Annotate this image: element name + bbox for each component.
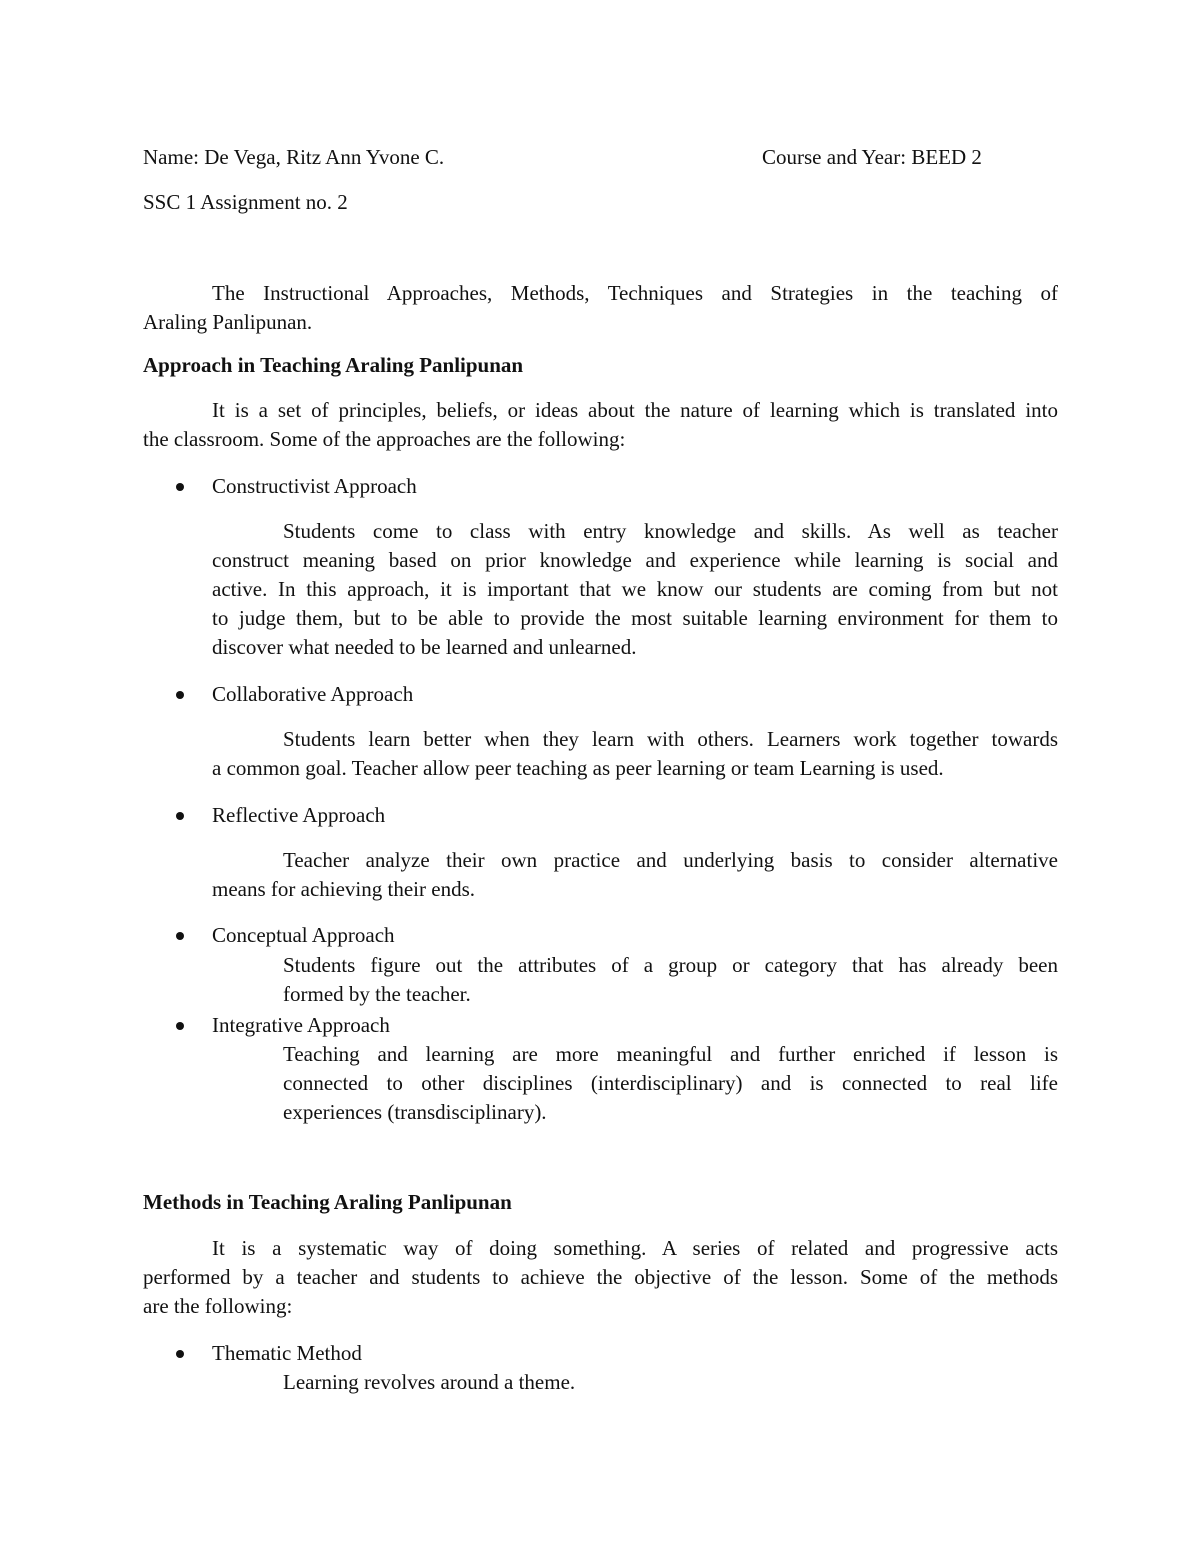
approaches-heading: Approach in Teaching Araling Panlipunan [143, 353, 524, 377]
bullet-icon [176, 691, 184, 699]
intro-line-1: The Instructional Approaches, Methods, Techniques and Strategies in the teaching of [212, 281, 1058, 305]
constructivist-line-2: construct meaning based on prior knowledge and experience while learning is social and [212, 548, 1058, 572]
bullet-icon [176, 483, 184, 491]
methods-intro-line-2: performed by a teacher and students to achieve the objective of the lesson. Some of the methods [143, 1265, 1058, 1289]
constructivist-line-1: Students come to class with entry knowledge and skills. As well as teacher [283, 519, 1058, 543]
methods-intro-line-1: It is a systematic way of doing something. A series of related and progressive acts [212, 1236, 1058, 1260]
methods-intro-line-3: are the following: [143, 1294, 293, 1318]
thematic-line-1: Learning revolves around a theme. [283, 1370, 576, 1394]
bullet-icon [176, 932, 184, 940]
methods-heading: Methods in Teaching Araling Panlipunan [143, 1190, 512, 1214]
approach-title-collaborative: Collaborative Approach [212, 682, 414, 706]
conceptual-line-1: Students figure out the attributes of a group or category that has already been [283, 953, 1058, 977]
reflective-line-1: Teacher analyze their own practice and underlying basis to consider alternative [283, 848, 1058, 872]
integrative-line-2: connected to other disciplines (interdisciplinary) and is connected to real life [283, 1071, 1058, 1095]
reflective-line-2: means for achieving their ends. [212, 877, 475, 901]
bullet-icon [176, 1350, 184, 1358]
collaborative-line-2: a common goal. Teacher allow peer teaching as peer learning or team Learning is used. [212, 756, 944, 780]
course-year: Course and Year: BEED 2 [762, 145, 982, 169]
integrative-line-1: Teaching and learning are more meaningful and further enriched if lesson is [283, 1042, 1058, 1066]
approach-title-integrative: Integrative Approach [212, 1013, 390, 1037]
approach-title-reflective: Reflective Approach [212, 803, 386, 827]
bullet-icon [176, 812, 184, 820]
collaborative-line-1: Students learn better when they learn with others. Learners work together towards [283, 727, 1058, 751]
approaches-intro-line-1: It is a set of principles, beliefs, or ideas about the nature of learning which is translated into [212, 398, 1058, 422]
conceptual-line-2: formed by the teacher. [283, 982, 471, 1006]
constructivist-line-4: to judge them, but to be able to provide the most suitable learning environment for them to [212, 606, 1058, 630]
integrative-line-3: experiences (transdisciplinary). [283, 1100, 547, 1124]
approach-title-constructivist: Constructivist Approach [212, 474, 417, 498]
constructivist-line-3: active. In this approach, it is important that we know our students are coming from but not [212, 577, 1058, 601]
student-name: Name: De Vega, Ritz Ann Yvone C. [143, 145, 445, 169]
approach-title-conceptual: Conceptual Approach [212, 923, 395, 947]
constructivist-line-5: discover what needed to be learned and unlearned. [212, 635, 637, 659]
intro-line-2: Araling Panlipunan. [143, 310, 313, 334]
assignment-title: SSC 1 Assignment no. 2 [143, 190, 348, 214]
approaches-intro-line-2: the classroom. Some of the approaches are the following: [143, 427, 626, 451]
method-title-thematic: Thematic Method [212, 1341, 362, 1365]
bullet-icon [176, 1022, 184, 1030]
